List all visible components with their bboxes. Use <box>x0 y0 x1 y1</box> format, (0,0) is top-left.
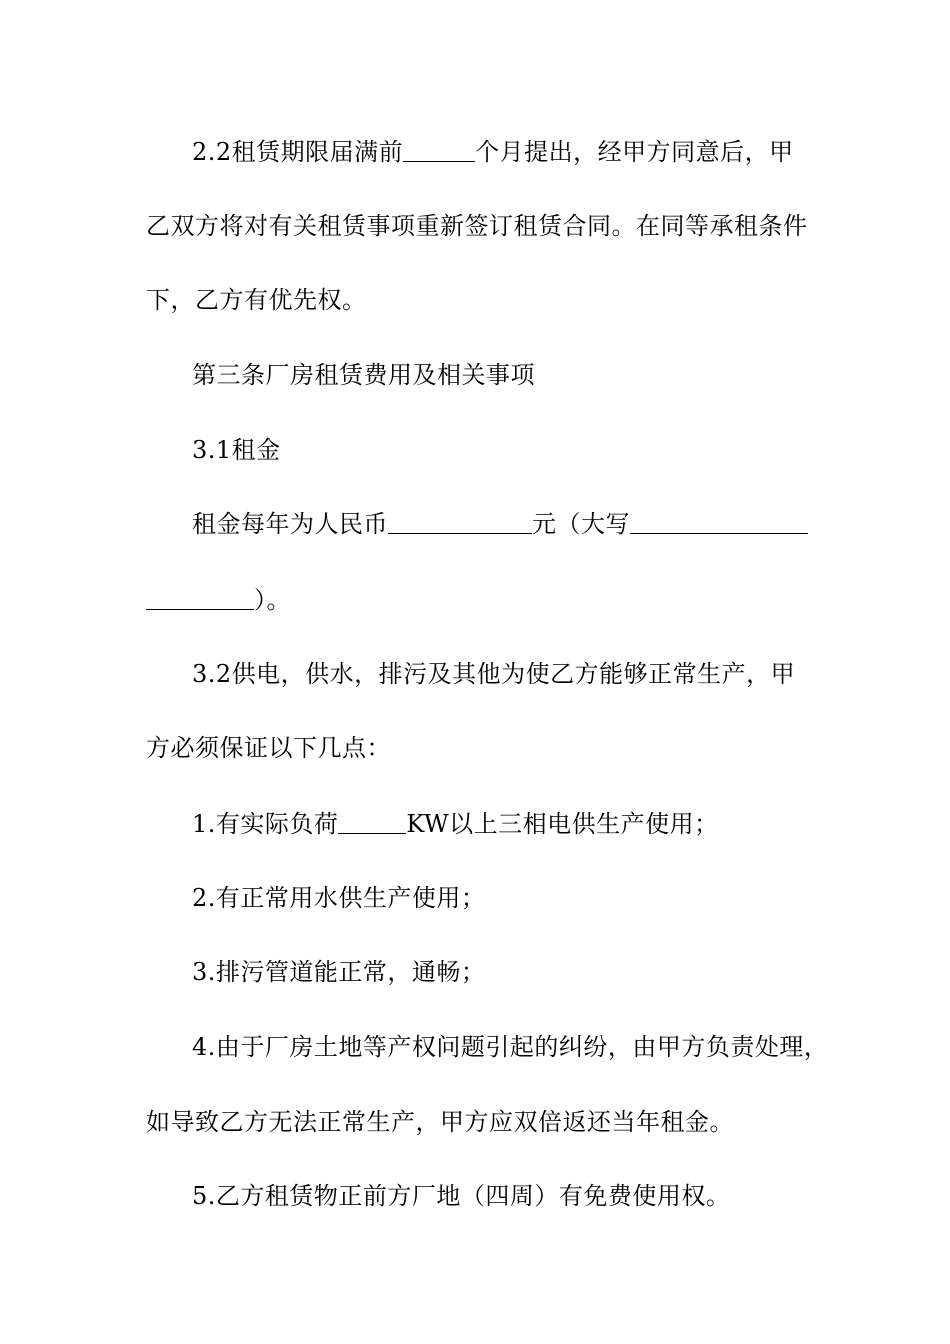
section-3-2-line-2: 方必须保证以下几点： <box>146 734 391 762</box>
item-5: 5.乙方租赁物正前方厂地（四周）有免费使用权。 <box>192 1182 731 1210</box>
paragraph-2-2-line-2: 乙双方将对有关租赁事项重新签订租赁合同。在同等承租条件 <box>146 212 808 240</box>
rent-line-1 <box>192 508 832 540</box>
text-segment: 2.2租赁期限届满前 <box>192 138 404 166</box>
article-3-heading: 第三条厂房租赁费用及相关事项 <box>192 361 535 389</box>
text-segment: 个月提出，经甲方同意后，甲 <box>475 138 794 166</box>
section-3-1-heading: 3.1租金 <box>192 436 281 464</box>
item-4-line-2: 如导致乙方无法正常生产，甲方应双倍返还当年租金。 <box>146 1108 734 1136</box>
fill-blank-rent-uppercase-cont <box>146 585 254 610</box>
paragraph-2-2-line-1 <box>192 136 832 168</box>
section-3-2-line-1: 3.2供电，供水，排污及其他为使乙方能够正常生产，甲 <box>192 660 796 688</box>
item-2: 2.有正常用水供生产使用； <box>192 884 486 912</box>
rent-line-2 <box>146 584 826 616</box>
item-3: 3.排污管道能正常，通畅； <box>192 958 486 986</box>
paragraph-2-2-line-3: 下，乙方有优先权。 <box>146 286 367 314</box>
item-4-line-1: 4.由于厂房土地等产权问题引起的纠纷，由甲方负责处理， <box>192 1033 829 1061</box>
fill-blank-rent-uppercase <box>630 509 808 534</box>
fill-blank-months <box>403 137 475 162</box>
text-segment: 元（大写 <box>532 510 630 538</box>
text-segment: ）。 <box>254 586 291 614</box>
fill-blank-rent-amount <box>388 509 532 534</box>
item-1 <box>192 808 832 840</box>
text-segment: 租金每年为人民币 <box>192 510 388 538</box>
text-segment: KW以上三相电供生产使用； <box>406 810 719 838</box>
text-segment: 1.有实际负荷 <box>192 810 339 838</box>
fill-blank-load-kw <box>338 809 406 834</box>
